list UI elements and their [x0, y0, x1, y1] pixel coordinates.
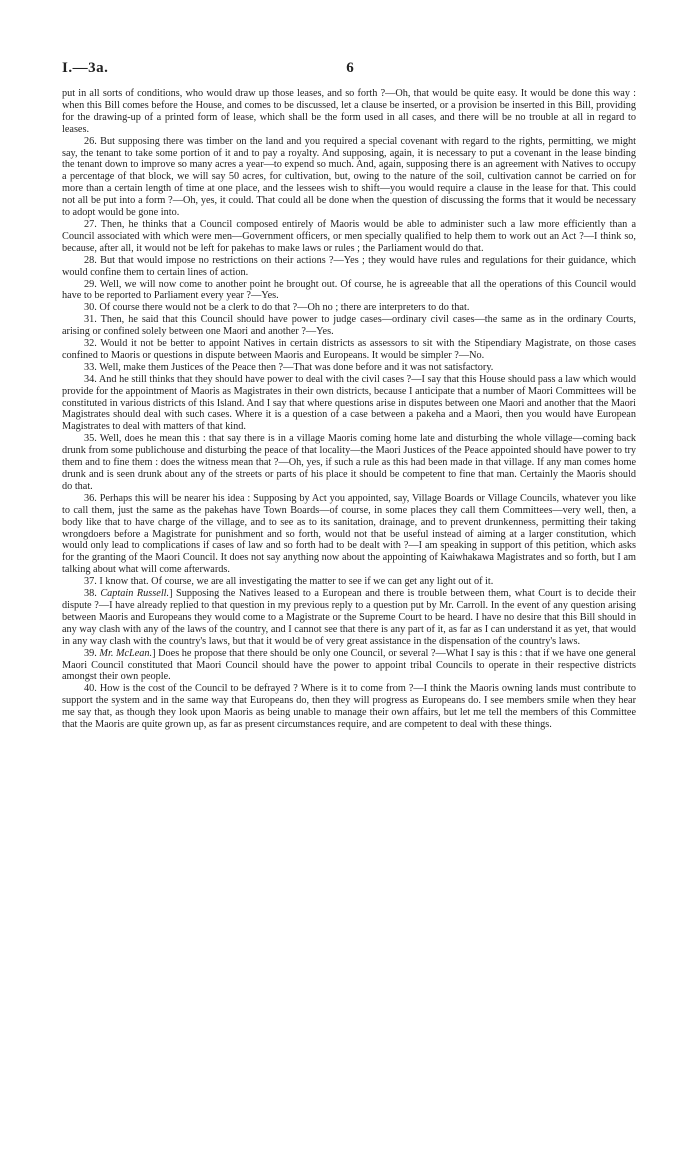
paragraph-40: 40. How is the cost of the Council to be defrayed ? Where is it to come from ?—I think the Maoris owning lands must contribute to support the system and in the same way that Europeans do, then they will progress as Europeans do. I see members smile when they hear me say that, as though they look upon Maoris as being unable to manage their own affairs, but let me tell the members of this Committee that the Maoris are quite grown up, as far as present circumstances require, and are competent to deal with these things.	[62, 683, 636, 731]
paragraph-30: 30. Of course there would not be a clerk to do that ?—Oh no ; there are interpreters to do that.	[84, 302, 470, 314]
paragraph-number: 39.	[84, 647, 100, 659]
paragraph-text: ] Does he propose that there should be only one Council, or several ?—What I say is this : that if we have one general Maori Council constituted that Maori Council should have the power to appoint tribal Councils to operate in their respective districts amongst their own people.	[62, 647, 637, 683]
paragraph-37: 37. I know that. Of course, we are all investigating the matter to see if we can get any light out of it.	[84, 576, 494, 588]
paragraph-continued: put in all sorts of conditions, who would draw up those leases, and so forth ?—Oh, that would be quite easy. It would be done this way : when this Bill comes before the House, and comes to be discussed, let a clause be inserted, or a provision be inserted in this Bill, providing for the drawing-up of a printed form of lease, which shall be the form used in all cases, and there will be no trouble at all in regard to leases.	[62, 88, 636, 135]
page-number: 6	[346, 60, 354, 76]
paragraph-34: 34. And he still thinks that they should have power to deal with the civil cases ?—I say that this House should pass a law which would provide for the appointment of Maoris as Magistrates in their own districts, because I anticipate that a number of Maori Committees will be constituted in various districts of this Island. And I say that where questions arise in disputes between one Maori and another that the Maori Magistrates should deal with such cases. Where it is a question of a case between a pakeha and a Maori, then you would have European Magistrates to deal with matters of that kind.	[62, 373, 636, 433]
paragraph-29: 29. Well, we will now come to another point he brought out. Of course, he is agreeable that all the operations of this Council would have to be reported to Parliament every year ?—Yes.	[62, 278, 636, 302]
page-body	[62, 88, 636, 731]
paragraph-38	[62, 588, 636, 648]
paragraph-36: 36. Perhaps this will be nearer his idea : Supposing by Act you appointed, say, Village Boards or Village Councils, whatever you like to call them, just the same as the pakehas have Town Boards—of course, in some places they call them Committees—very well, then, a body like that to have charge of the village, and to see as to its sanitation, drainage, and to prevent drunkenness, permitting their taking wrongdoers before a Magistrate for punishment and so forth, would not that be useful instead of aiming at a larger constitution, which would only lead to complications if cases of law and so forth had to be dealt with ?—I am speaking in support of this petition, which asks for the granting of the Maori Council. It does not say anything now about the appointing of Kaiwhakawa Magistrates and so forth, but I am talking about what will come afterwards.	[62, 492, 636, 576]
paragraph-number: 38.	[84, 588, 101, 600]
paragraph-32: 32. Would it not be better to appoint Natives in certain districts as assessors to sit with the Stipendiary Magistrate, on those cases confined to Maoris or questions in dispute between Maoris and Europeans. It would be simpler ?—No.	[62, 338, 636, 361]
paragraph-31: 31. Then, he said that this Council should have power to judge cases—ordinary civil cases—the same as in the ordinary Courts, arising or confined solely between one Maori and another ?—Yes.	[62, 314, 636, 338]
parliamentary-paper-reference: I.—3a.	[62, 60, 109, 76]
paragraph-33: 33. Well, make them Justices of the Peace then ?—That was done before and it was not satisfactory.	[84, 361, 494, 373]
paragraph-39	[62, 648, 636, 684]
paragraph-35: 35. Well, does he mean this : that say there is in a village Maoris coming home late and disturbing the whole village—coming back drunk from some publichouse and disturbing the peace of that locality—the Maori Justices of the Peace appointed should have power to try them and to fine them : does the witness mean that ?—Oh, yes, if such a rule as this had been made in that village. If any man comes home drunk and is seen drunk about any of the streets or parts of his place it should be competent to fine that man. Certainly the Maoris should do that.	[62, 433, 636, 492]
paragraph-27: 27. Then, he thinks that a Council composed entirely of Maoris would be able to administer such a law more efficiently than a Council associated with which were men—Government officers, or men specially qualified to help them to work out an Act ?—I think so, because, after all, it would not be left for pakehas to make laws or rules ; the Parliament would do that.	[62, 218, 636, 254]
paragraph-text: ] Supposing the Natives leased to a European and there is trouble between them, what Court is to decide their dispute ?—I have already replied to that question in my previous reply to a question put by Mr. Carroll. In the event of any question arising between Maoris and Europeans they would come to a Magistrate or the Supreme Court to be heard. I have no desire that this Bill should in any way clash with any of the laws of the country, and I cannot see that there is any part of it, as far as I can understand it as yet, that would in any way clash with the country's laws, but that it would be of very great assistance in the dispensation of the country's laws.	[62, 588, 636, 647]
speaker-name: Mr. McLean.	[99, 647, 153, 659]
speaker-name: Captain Russell.	[100, 588, 170, 600]
paragraph-26: 26. But supposing there was timber on the land and you required a special covenant with regard to the rights, permitting, we might say, the tenant to take some portion of it and to pay a royalty. And supposing, again, it is necessary to put a covenant in the lease binding the tenant down to improve so many acres a year—to expend so much. And, again, supposing there is an agreement with Natives to occupy a percentage of that block, we will say 50 acres, for cultivation, but, owing to the nature of the soil, cultivation cannot be carried on for more than a certain length of time at one place, and the lessees wish to shift—you would require a clause in the lease for that. This could not all be put into a form ?—Oh, yes, it could. That could all be done when the question of discussing the forms that it would be necessary to adopt would be gone into.	[62, 135, 636, 219]
page-header	[62, 60, 638, 80]
paragraph-28: 28. But that would impose no restrictions on their actions ?—Yes ; they would have rules and regulations for their guidance, which would confine them to certain lines of action.	[62, 254, 636, 278]
